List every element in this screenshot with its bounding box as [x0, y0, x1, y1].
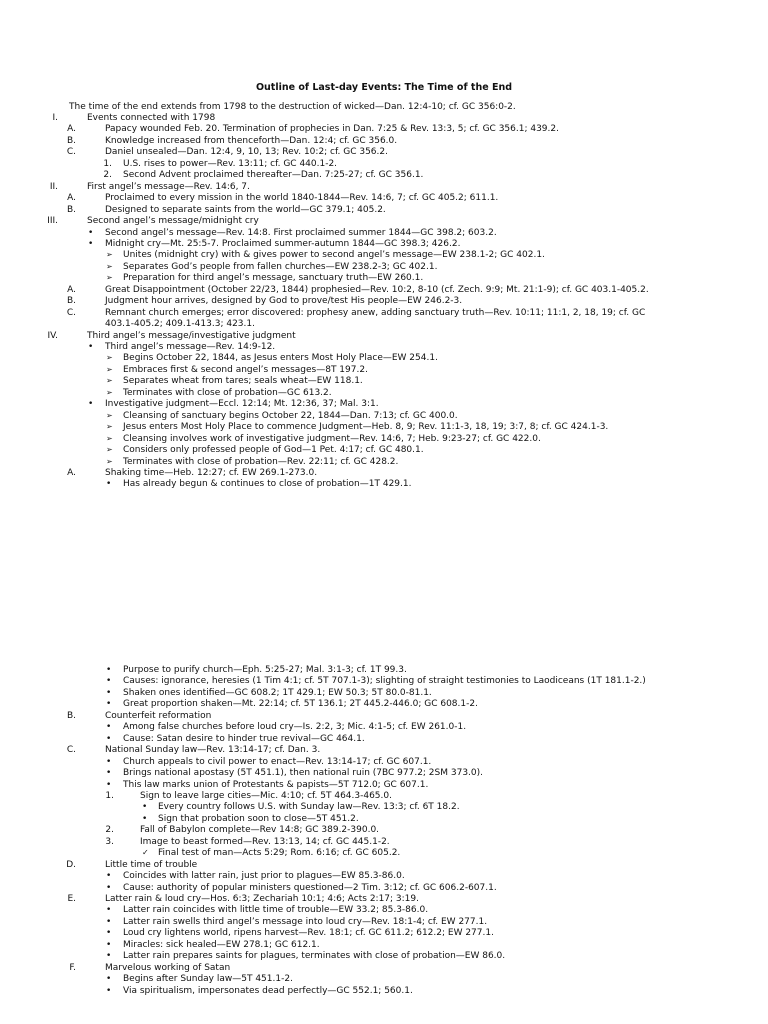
outline-text: Purpose to purify church—Eph. 5:25-27; Mal. 3:1-3; cf. 1T 99.3. [123, 665, 407, 675]
outline-marker: • [106, 699, 112, 710]
outline-marker: • [106, 974, 112, 985]
outline-text: First angel’s message—Rev. 14:6, 7. [87, 181, 250, 192]
outline-text: Designed to separate saints from the world—GC 379.1; 405.2. [105, 204, 386, 215]
outline-marker: F. [69, 962, 76, 973]
outline-text: Cause: authority of popular ministers questioned—2 Tim. 3:12; cf. GC 606.2-607.1. [123, 882, 497, 893]
outline-text: Unites (midnight cry) with & gives power to second angel’s message—EW 238.1-2; GC 402.1. [123, 250, 545, 261]
outline-text: Church appeals to civil power to enact—Rev. 13:14-17; cf. GC 607.1. [123, 756, 432, 767]
outline-text: Among false churches before loud cry—Is. 2:2, 3; Mic. 4:1-5; cf. EW 261.0-1. [123, 722, 467, 733]
outline-marker: A. [67, 193, 76, 204]
outline-marker: • [106, 733, 112, 744]
outline-text: Shaking time—Heb. 12:27; cf. EW 269.1-273.0. [105, 467, 318, 478]
outline-text: Cleansing of sanctuary begins October 22, 1844—Dan. 7:13; cf. GC 400.0. [123, 410, 458, 421]
outline-text: Separates God’s people from fallen churches—EW 238.2-3; GC 402.1. [123, 261, 438, 272]
outline-marker: 2. [105, 825, 114, 836]
outline-text: Every country follows U.S. with Sunday law—Rev. 13:3; cf. 6T 18.2. [158, 802, 460, 813]
outline-text: Remnant church emerges; error discovered: prophesy anew, adding sanctuary truth—Rev. 10:11; 11:1, 2, 18, 19; cf. GC [105, 307, 646, 318]
outline-marker: • [106, 676, 112, 687]
outline-marker: II. [49, 181, 58, 192]
outline-text: Second Advent proclaimed thereafter—Dan. 7:25-27; cf. GC 356.1. [123, 170, 424, 181]
outline-text: Begins October 22, 1844, as Jesus enters Most Holy Place—EW 254.1. [123, 353, 438, 364]
outline-text: Second angel’s message—Rev. 14:8. First proclaimed summer 1844—GC 398.2; 603.2. [105, 227, 497, 238]
outline-marker: ➢ [106, 273, 113, 283]
outline-marker: B. [66, 204, 76, 215]
outline-text: Latter rain & loud cry—Hos. 6:3; Zechariah 10:1; 4:6; Acts 2:17; 3:19. [105, 894, 419, 904]
outline-text: Sign to leave large cities—Mic. 4:10; cf. 5T 464.3-465.0. [140, 790, 392, 801]
outline-text: Great proportion shaken—Mt. 22:14; cf. 5T 136.1; 2T 445.2-446.0; GC 608.1-2. [123, 699, 478, 710]
outline-text: Considers only professed people of God—1 Pet. 4:17; cf. GC 480.1. [123, 445, 424, 456]
outline-marker: B. [66, 296, 76, 307]
outline-text: Knowledge increased from thenceforth—Dan. 12:4; cf. GC 356.0. [105, 135, 398, 146]
outline-marker: IV. [47, 330, 58, 341]
outline-marker: ➢ [106, 456, 113, 466]
outline-marker: III. [47, 216, 58, 227]
outline-text: Third angel’s message—Rev. 14:9-12. [105, 342, 276, 352]
outline-text: Causes: ignorance, heresies (1 Tim 4:1; cf. 5T 707.1-3); slighting of straight testimonies to Laodiceans (1T 181.1-2.) [123, 676, 646, 687]
outline-text: Cleansing involves work of investigative judgment—Rev. 14:6, 7; Heb. 9:23-27; cf. GC 422.0. [123, 433, 541, 444]
outline-marker: 1. [103, 158, 112, 169]
outline-marker: • [142, 802, 148, 813]
outline-marker: B. [66, 710, 76, 721]
outline-text: Marvelous working of Satan [105, 962, 231, 973]
outline-text: Latter rain prepares saints for plagues, terminates with close of probation—EW 86.0. [123, 951, 506, 962]
outline-marker: • [106, 882, 112, 893]
outline-marker: • [106, 756, 112, 767]
outline-text: Via spiritualism, impersonates dead perfectly—GC 552.1; 560.1. [123, 985, 413, 996]
outline-text: Begins after Sunday law—5T 451.1-2. [123, 974, 293, 985]
outline-text: Judgment hour arrives, designed by God to prove/test His people—EW 246.2-3. [105, 296, 463, 307]
outline-marker: • [106, 951, 112, 962]
outline-text: Proclaimed to every mission in the world 1840-1844—Rev. 14:6, 7; cf. GC 405.2; 611.1. [105, 193, 499, 204]
outline-marker: • [106, 916, 112, 927]
outline-marker: • [88, 399, 94, 410]
outline-marker: • [88, 227, 94, 238]
outline-marker: • [106, 722, 112, 733]
outline-text: Brings national apostasy (5T 451.1), then national ruin (7BC 977.2; 2SM 373.0). [123, 768, 484, 779]
outline-text: Counterfeit reformation [105, 710, 212, 721]
outline-marker: 2. [103, 170, 112, 181]
outline-text: Third angel’s message/investigative judgment [87, 330, 296, 341]
outline-text: 403.1-405.2; 409.1-413.3; 423.1. [105, 319, 255, 330]
outline-text: Coincides with latter rain, just prior to plagues—EW 85.3-86.0. [123, 871, 405, 882]
outline-text: Second angel’s message/midnight cry [87, 216, 259, 227]
outline-marker: D. [66, 859, 76, 870]
outline-marker: ➢ [106, 387, 113, 397]
outline-text: Preparation for third angel’s message, sanctuary truth—EW 260.1. [123, 273, 424, 284]
outline-marker: • [106, 665, 112, 675]
outline-marker: • [142, 813, 148, 824]
outline-marker: 3. [105, 836, 114, 847]
outline-text: Papacy wounded Feb. 20. Termination of prophecies in Dan. 7:25 & Rev. 13:3, 5; cf. GC 356.1; 439.2. [105, 124, 559, 135]
outline-marker: 1. [105, 790, 114, 801]
outline-marker: ➢ [106, 422, 113, 432]
outline-marker: • [106, 928, 112, 939]
outline-text: Sign that probation soon to close—5T 451.2. [158, 813, 359, 824]
outline-text: Great Disappointment (October 22/23, 1844) prophesied—Rev. 10:2, 8-10 (cf. Zech. 9:9; Mt. 21:1-9); cf. GC 403.1-405.2. [105, 284, 649, 295]
outline-marker: • [106, 687, 112, 698]
outline-text: U.S. rises to power—Rev. 13:11; cf. GC 440.1-2. [123, 158, 338, 169]
outline-marker: • [106, 768, 112, 779]
outline-text: This law marks union of Protestants & papists—5T 712.0; GC 607.1. [123, 779, 429, 790]
outline-marker: ✓ [142, 848, 149, 858]
outline-text: National Sunday law—Rev. 13:14-17; cf. Dan. 3. [105, 745, 321, 756]
outline-marker: • [106, 779, 112, 790]
outline-marker: • [106, 871, 112, 882]
outline-marker: ➢ [106, 410, 113, 420]
outline-marker: ➢ [106, 261, 113, 271]
outline-marker: • [88, 342, 94, 352]
outline-text: Latter rain swells third angel’s message into loud cry—Rev. 18:1-4; cf. EW 277.1. [123, 916, 488, 927]
outline-marker: A. [67, 284, 76, 295]
outline-text: Has already begun & continues to close of probation—1T 429.1. [123, 479, 412, 490]
outline-text: Separates wheat from tares; seals wheat—EW 118.1. [123, 376, 363, 387]
outline-text: Shaken ones identified—GC 608.2; 1T 429.1; EW 50.3; 5T 80.0-81.1. [123, 687, 432, 698]
outline-marker: B. [66, 135, 76, 146]
outline-text: Image to beast formed—Rev. 13:13, 14; cf. GC 445.1-2. [140, 836, 390, 847]
outline-marker: A. [67, 124, 76, 135]
outline-marker: C. [66, 745, 76, 756]
outline-marker: ➢ [106, 433, 113, 443]
outline-text: Investigative judgment—Eccl. 12:14; Mt. 12:36, 37; Mal. 3:1. [105, 399, 379, 410]
outline-marker: • [106, 985, 112, 996]
outline-marker: • [88, 238, 94, 249]
outline-marker: A. [67, 467, 76, 478]
outline-text: Terminates with close of probation—Rev. 22:11; cf. GC 428.2. [123, 456, 399, 467]
outline-marker: E. [67, 894, 76, 904]
document-title: Outline of Last-day Events: The Time of the End [255, 82, 513, 93]
outline-marker: C. [66, 307, 76, 318]
outline-marker: ➢ [106, 353, 113, 363]
outline-text: Fall of Babylon complete—Rev 14:8; GC 389.2-390.0. [140, 825, 380, 836]
outline-marker: ➢ [106, 250, 113, 260]
outline-marker: I. [52, 113, 58, 123]
outline-text: Terminates with close of probation—GC 613.2. [123, 387, 332, 398]
outline-text: Events connected with 1798 [87, 113, 216, 123]
outline-marker: ➢ [106, 445, 113, 455]
outline-marker: ➢ [106, 376, 113, 386]
outline-marker: ➢ [106, 364, 113, 374]
outline-marker: C. [66, 147, 76, 158]
outline-marker: • [106, 905, 112, 916]
outline-marker: • [106, 939, 112, 950]
outline-text: Embraces first & second angel’s messages—8T 197.2. [123, 364, 368, 375]
intro-paragraph: The time of the end extends from 1798 to the destruction of wicked—Dan. 12:4-10; cf. GC 356:0-2. [69, 102, 516, 112]
outline-text: Daniel unsealed—Dan. 12:4, 9, 10, 13; Rev. 10:2; cf. GC 356.2. [105, 147, 388, 158]
outline-text: Jesus enters Most Holy Place to commence Judgment—Heb. 8, 9; Rev. 11:1-3, 18, 19; 3:7, 8; cf. GC 424.1-3. [123, 422, 609, 433]
outline-text: Loud cry lightens world, ripens harvest—Rev. 18:1; cf. GC 611.2; 612.2; EW 277.1. [123, 928, 494, 939]
outline-text: Cause: Satan desire to hinder true revival—GC 464.1. [123, 733, 365, 744]
outline-text: Final test of man—Acts 5:29; Rom. 6:16; cf. GC 605.2. [158, 848, 401, 859]
outline-text: Little time of trouble [105, 859, 198, 870]
outline-marker: • [106, 479, 112, 490]
outline-text: Miracles: sick healed—EW 278.1; GC 612.1. [123, 939, 320, 950]
outline-text: Latter rain coincides with little time of trouble—EW 33.2; 85.3-86.0. [123, 905, 429, 916]
outline-text: Midnight cry—Mt. 25:5-7. Proclaimed summer-autumn 1844—GC 398.3; 426.2. [105, 238, 461, 249]
